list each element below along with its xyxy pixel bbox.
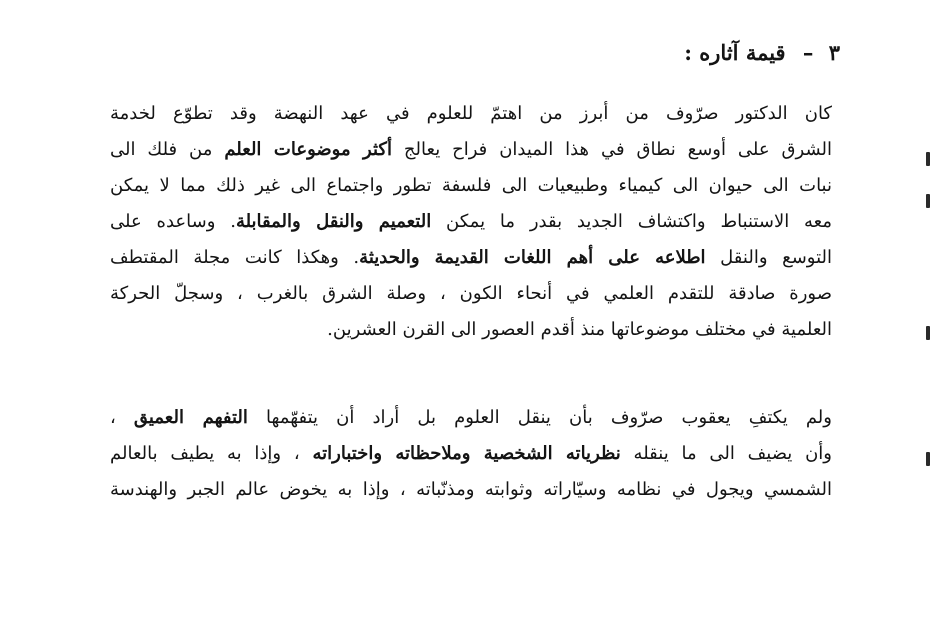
bold-phrase: التعميم والنقل والمقابلة bbox=[235, 211, 432, 232]
line-text: الشمسي ويجول في نظامه وسيّاراته وثوابته ومذنّباته ، وإذا به يخوض عالم الجبر والهندسة bbox=[110, 479, 832, 500]
line-text: كان الدكتور صرّوف من أبرز من اهتمّ للعلوم في عهد النهضة وقد تطوّع لخدمة bbox=[110, 103, 832, 124]
line-text: . وساعده على bbox=[110, 211, 236, 232]
line-text: صورة صادقة للتقدم العلمي في أنحاء الكون ، وصلة الشرق بالغرب ، وسجلّ الحركة bbox=[110, 283, 832, 304]
line-text: التوسع والنقل bbox=[705, 247, 832, 268]
section-number: ٣ bbox=[828, 40, 840, 65]
text-line bbox=[110, 276, 832, 312]
section-dash: – bbox=[802, 40, 814, 65]
text-line bbox=[110, 312, 832, 348]
text-line bbox=[110, 400, 832, 436]
text-line bbox=[110, 168, 832, 204]
line-text: من فلك الى bbox=[110, 139, 225, 160]
margin-mark bbox=[926, 152, 930, 166]
line-text: الشرق على أوسع نطاق في هذا الميدان فراح يعالج bbox=[392, 139, 832, 160]
section-heading bbox=[684, 40, 840, 65]
line-text: ، bbox=[110, 407, 134, 428]
line-text: العلمية في مختلف موضوعاتها منذ أقدم العصور الى القرن العشرين. bbox=[327, 319, 832, 340]
text-line bbox=[110, 436, 832, 472]
margin-mark bbox=[926, 452, 930, 466]
line-text: معه الاستنباط واكتشاف الجديد بقدر ما يمكن bbox=[431, 211, 832, 232]
bold-phrase: نظرياته الشخصية وملاحظاته واختباراته bbox=[312, 443, 621, 464]
bold-phrase: التفهم العميق bbox=[133, 407, 248, 428]
margin-mark bbox=[926, 326, 930, 340]
line-text: وأن يضيف الى ما ينقله bbox=[620, 443, 832, 464]
text-line bbox=[110, 472, 832, 508]
text-line bbox=[110, 132, 832, 168]
section-title: قيمة آثاره : bbox=[684, 40, 786, 65]
line-text: نبات الى حيوان الى كيمياء وطبيعيات الى فلسفة تطور واجتماع الى غير ذلك مما لا يمكن bbox=[110, 175, 832, 196]
bold-phrase: اطلاعه على أهم اللغات القديمة والحديثة bbox=[359, 247, 706, 268]
paragraph-1 bbox=[110, 96, 832, 348]
margin-mark bbox=[926, 194, 930, 208]
paragraph-2 bbox=[110, 400, 832, 508]
line-text: ، وإذا به يطيف بالعالم bbox=[110, 443, 313, 464]
line-text: ولم يكتفِ يعقوب صرّوف بأن ينقل العلوم بل أراد أن يتفهّمها bbox=[247, 407, 832, 428]
bold-phrase: أكثر موضوعات العلم bbox=[224, 139, 392, 160]
line-text: . وهكذا كانت مجلة المقتطف bbox=[110, 247, 360, 268]
text-line bbox=[110, 240, 832, 276]
text-line bbox=[110, 204, 832, 240]
text-line bbox=[110, 96, 832, 132]
